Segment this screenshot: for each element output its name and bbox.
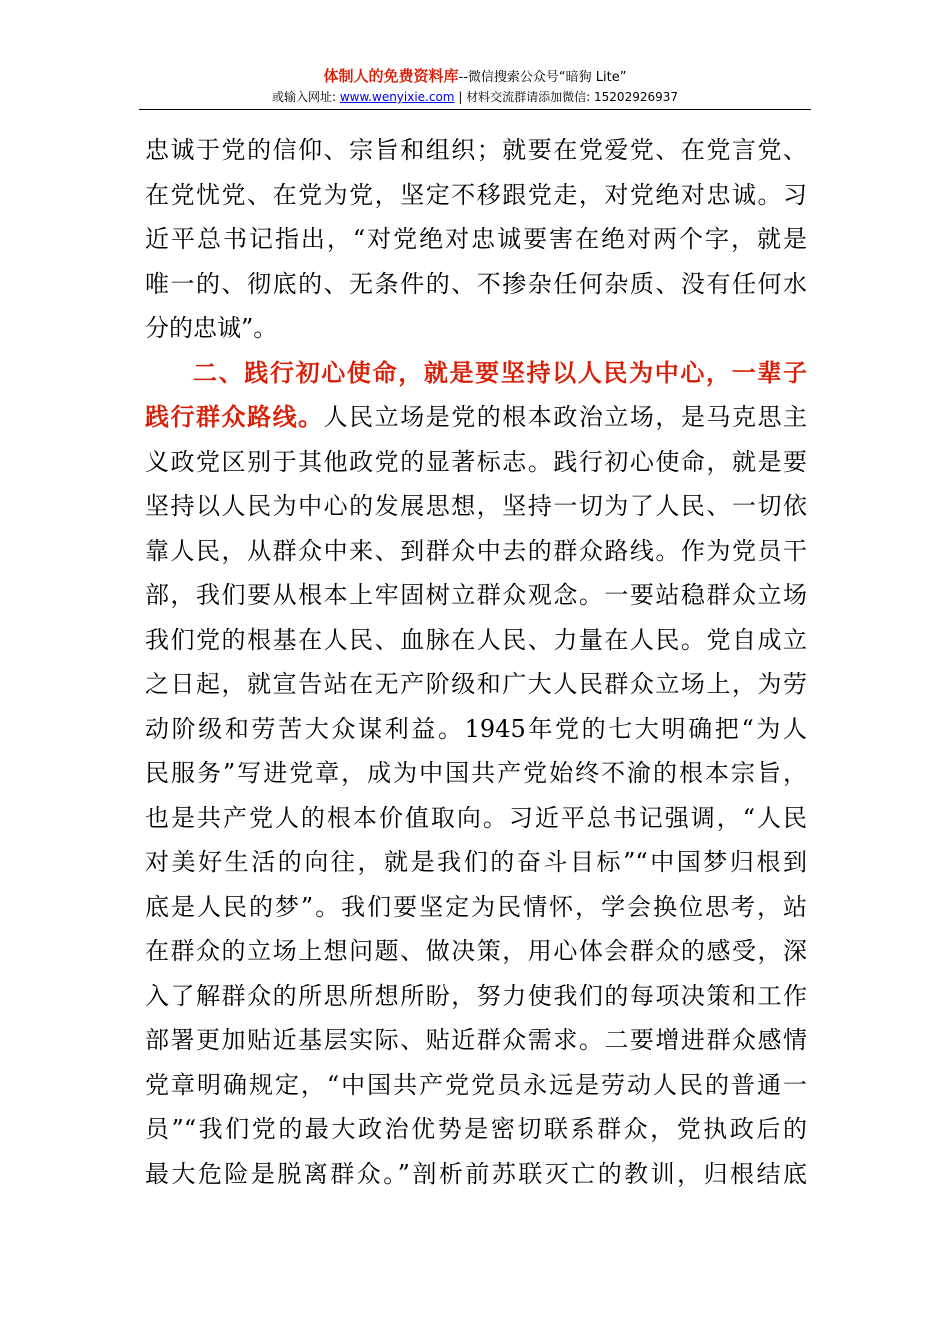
text-line: 部，我们要从根本上牢固树立群众观念。一要站稳群众立场	[145, 581, 807, 609]
section-heading-line	[145, 351, 807, 396]
header-divider	[139, 109, 811, 110]
text-line: 入了解群众的所思所想所盼，努力使我们的每项决策和工作	[145, 981, 807, 1010]
text-line: 也是共产党人的根本价值取向。习近平总书记强调，“人民	[145, 803, 807, 832]
text-line: 分的忠诚”。	[145, 314, 278, 342]
text-line: 我们党的根基在人民、血脉在人民、力量在人民。党自成立	[145, 625, 807, 654]
header-brand: 体制人的免费资料库	[323, 67, 459, 85]
text-line: 坚持以人民为中心的发展思想，坚持一切为了人民、一切依	[145, 492, 807, 520]
text-line: 之日起，就宣告站在无产阶级和广大人民群众立场上，为劳	[145, 670, 807, 698]
section-heading-continuation-line	[145, 395, 807, 440]
section-two-heading-part1: 二、践行初心使命，就是要坚持以人民为中心，一辈子	[193, 358, 807, 387]
text-line: 部署更加贴近基层实际、贴近群众需求。二要增进群众感情	[145, 1026, 807, 1054]
text-line: 靠人民，从群众中来、到群众中去的群众路线。作为党员干	[145, 536, 807, 565]
section-two-intro-text: 人民立场是党的根本政治立场，是马克思主	[323, 403, 807, 431]
header-contact: | 材料交流群请添加微信: 15202926937	[454, 90, 679, 104]
text-line: 底是人民的梦”。我们要坚定为民情怀，学会换位思考，站	[145, 892, 807, 921]
text-line: 唯一的、彻底的、无条件的、不掺杂任何杂质、没有任何水	[145, 269, 807, 298]
header-address-line	[0, 88, 950, 106]
text-line: 党章明确规定，“中国共产党党员永远是劳动人民的普通一	[145, 1070, 807, 1099]
text-line: 在群众的立场上想问题、做决策，用心体会群众的感受，深	[145, 937, 807, 965]
header-address-prefix: 或输入网址:	[271, 90, 340, 104]
text-line: 近平总书记指出，“对党绝对忠诚要害在绝对两个字，就是	[145, 225, 807, 253]
website-link[interactable]: www.wenyixie.com	[339, 90, 455, 104]
text-line: 民服务”写进党章，成为中国共产党始终不渝的根本宗旨，	[145, 759, 807, 787]
section-two-heading-part2: 践行群众路线。	[145, 403, 324, 431]
header-promo-line	[0, 66, 950, 88]
header-slogan: --微信搜索公众号“暗狗 Lite”	[458, 70, 627, 85]
text-line: 忠诚于党的信仰、宗旨和组织；就要在党爱党、在党言党、	[145, 136, 807, 164]
text-line: 最大危险是脱离群众。”剖析前苏联灭亡的教训，归根结底	[145, 1159, 807, 1188]
text-line: 动阶级和劳苦大众谋利益。1945年党的七大明确把“为人	[145, 714, 807, 743]
text-line: 义政党区别于其他政党的显著标志。践行初心使命，就是要	[145, 447, 807, 476]
text-line: 对美好生活的向往，就是我们的奋斗目标”“中国梦归根到	[145, 848, 807, 876]
page-header	[0, 66, 950, 106]
text-line: 在党忧党、在党为党，坚定不移跟党走，对党绝对忠诚。习	[145, 180, 807, 209]
text-line: 员”“我们党的最大政治优势是密切联系群众，党执政后的	[145, 1115, 807, 1143]
document-body	[145, 128, 807, 1196]
